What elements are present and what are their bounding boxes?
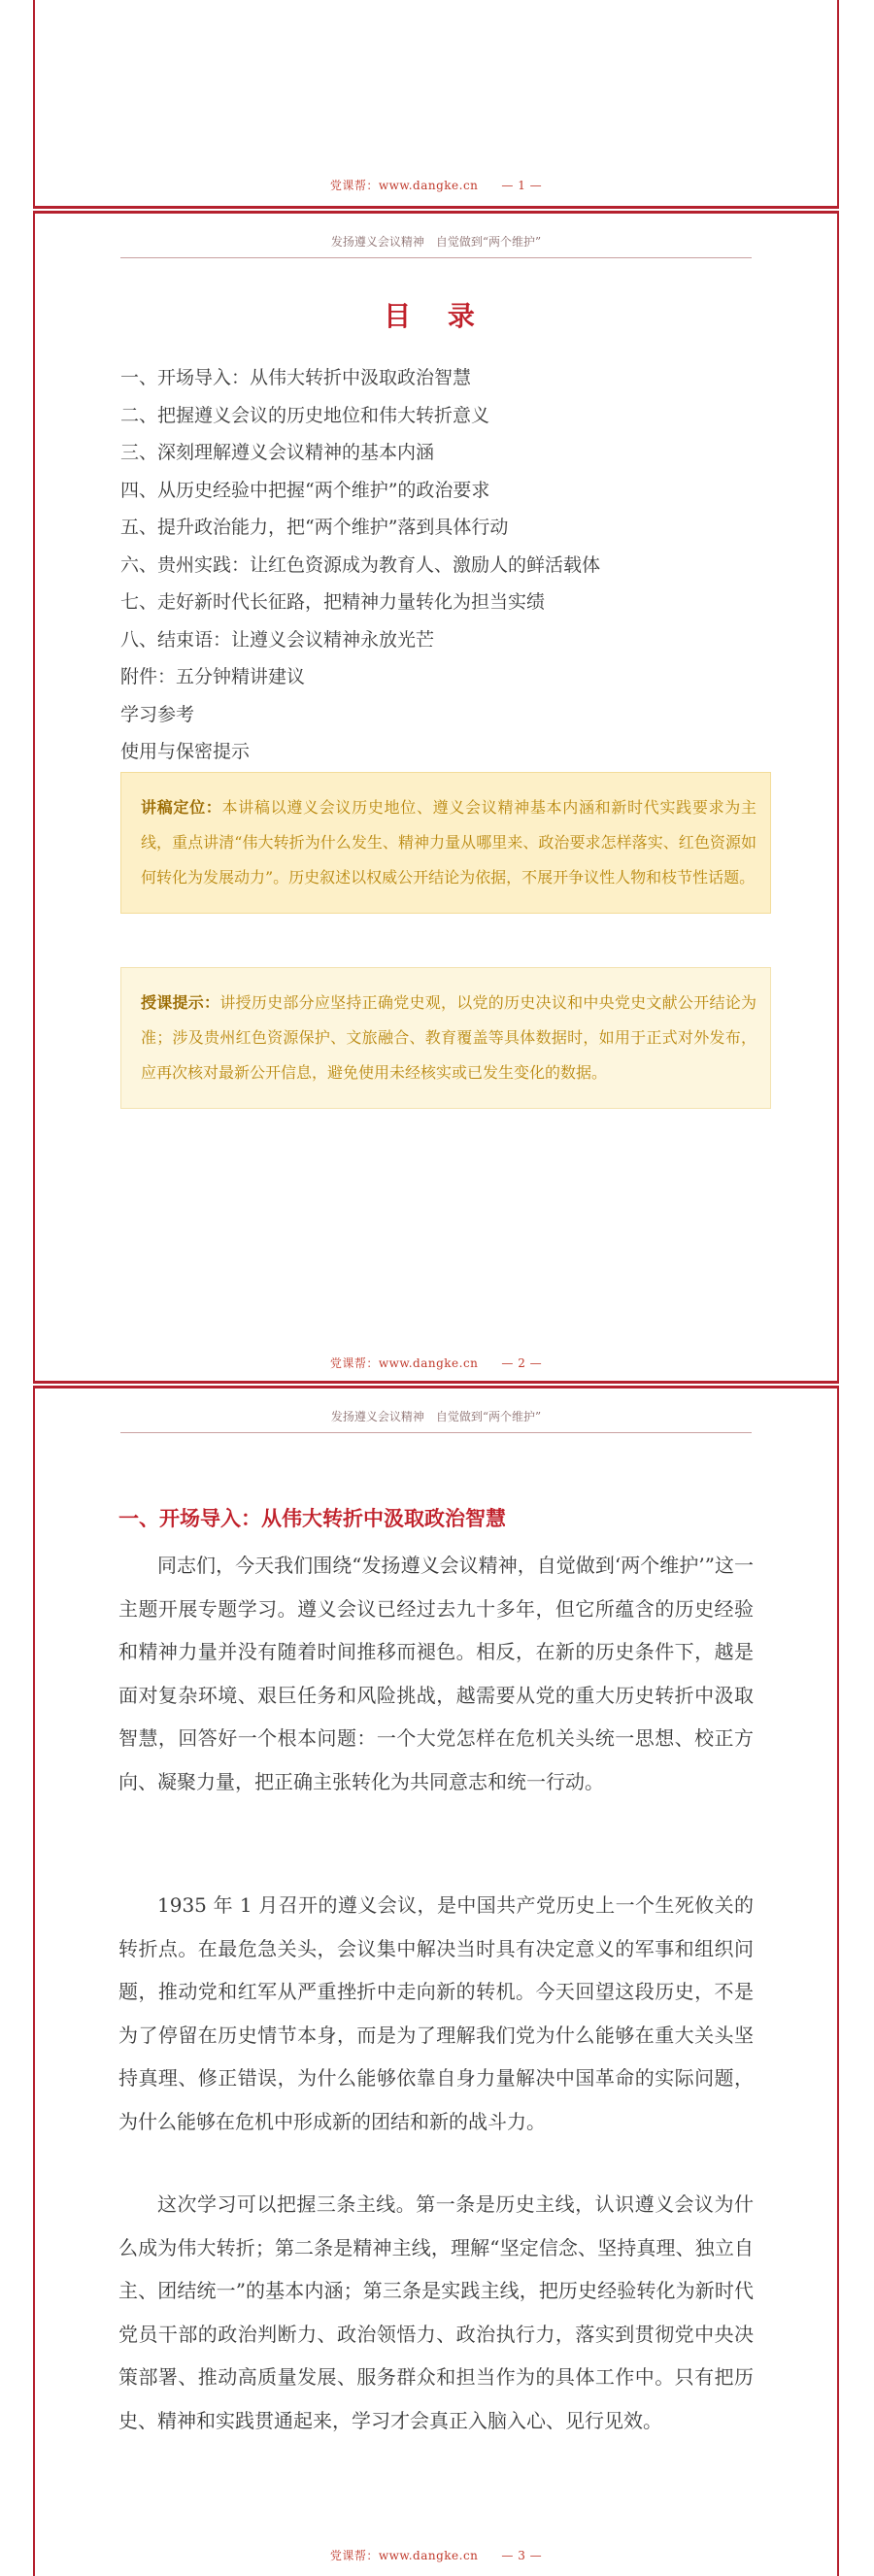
note-text: 本讲稿以遵义会议历史地位、遵义会议精神基本内涵和新时代实践要求为主线，重点讲清“伟大转折为什么发生、精神力量从哪里来、政治要求怎样落实、红色资源如何转化为发展动力”。历史叙述以权威公开结论为依据，不展开争议性人物和枝节性话题。 [141, 798, 756, 887]
body-paragraph: 这次学习可以把握三条主线。第一条是历史主线，认识遵义会议为什么成为伟大转折；第二条是精神主线，理解“坚定信念、坚持真理、独立自主、团结统一”的基本内涵；第三条是实践主线，把历史经验转化为新时代党员干部的政治判断力、政治领悟力、政治执行力，落实到贯彻党中央决策部署、推动高质量发展、服务群众和担当作为的具体工作中。只有把历史、精神和实践贯通起来，学习才会真正入脑入心、见行见效。 [118, 2192, 754, 2432]
toc-item[interactable]: 三、深刻理解遵义会议精神的基本内涵 [120, 442, 435, 463]
page-number: — 1 — [501, 179, 543, 192]
toc-item[interactable]: 使用与保密提示 [120, 741, 251, 762]
page-footer [35, 1355, 837, 1371]
teaching-tips-note [120, 967, 771, 1109]
page-number: — 2 — [501, 1356, 543, 1370]
footer-site: 党课帮：www.dangke.cn [329, 1356, 479, 1370]
toc-item[interactable]: 七、走好新时代长征路，把精神力量转化为担当实绩 [120, 591, 546, 613]
document-page-2 [33, 211, 839, 1384]
toc-item[interactable]: 学习参考 [120, 703, 195, 725]
document-page-3 [33, 1386, 839, 2576]
section-title: 一、开场导入：从伟大转折中汲取政治智慧 [118, 1507, 506, 1530]
lecture-positioning-note [120, 772, 771, 914]
toc-item[interactable]: 五、提升政治能力，把“两个维护”落到具体行动 [120, 517, 509, 538]
page-footer [35, 177, 837, 193]
footer-site: 党课帮：www.dangke.cn [329, 179, 479, 192]
toc-list [120, 359, 752, 771]
toc-item[interactable]: 二、把握遵义会议的历史地位和伟大转折意义 [120, 404, 490, 426]
running-header: 发扬遵义会议精神 自觉做到“两个维护” [120, 233, 752, 258]
toc-title: 目 录 [384, 300, 488, 332]
page-number: — 3 — [501, 2549, 543, 2562]
toc-item[interactable]: 附件：五分钟精讲建议 [120, 666, 306, 687]
page-footer [35, 2547, 837, 2563]
running-header: 发扬遵义会议精神 自觉做到“两个维护” [120, 1408, 752, 1433]
toc-item[interactable]: 八、结束语：让遵义会议精神永放光芒 [120, 628, 435, 651]
note-text: 讲授历史部分应坚持正确党史观，以党的历史决议和中央党史文献公开结论为准；涉及贵州红色资源保护、文旅融合、教育覆盖等具体数据时，如用于正式对外发布，应再次核对最新公开信息，避免使用未经核实或已发生变化的数据。 [141, 993, 756, 1082]
document-page-1 [33, 0, 839, 209]
toc-item[interactable]: 四、从历史经验中把握“两个维护”的政治要求 [120, 479, 490, 501]
note-label: 授课提示： [141, 993, 220, 1012]
toc-item[interactable]: 六、贵州实践：让红色资源成为教育人、激励人的鲜活载体 [120, 553, 601, 576]
body-paragraph: 1935 年 1 月召开的遵义会议，是中国共产党历史上一个生死攸关的转折点。在最危急关头，会议集中解决当时具有决定意义的军事和组织问题，推动党和红军从严重挫折中走向新的转机。今天回望这段历史，不是为了停留在历史情节本身，而是为了理解我们党为什么能够在重大关头坚持真理、修正错误，为什么能够依靠自身力量解决中国革命的实际问题，为什么能够在危机中形成新的团结和新的战斗力。 [118, 1893, 754, 2133]
toc-item[interactable]: 一、开场导入：从伟大转折中汲取政治智慧 [120, 367, 472, 388]
body-paragraph: 同志们，今天我们围绕“发扬遵义会议精神，自觉做到‘两个维护’”这一主题开展专题学习。遵义会议已经过去九十多年，但它所蕴含的历史经验和精神力量并没有随着时间推移而褪色。相反，在新的历史条件下，越是面对复杂环境、艰巨任务和风险挑战，越需要从党的重大历史转折中汲取智慧，回答好一个根本问题：一个大党怎样在危机关头统一思想、校正方向、凝聚力量，把正确主张转化为共同意志和统一行动。 [118, 1554, 754, 1793]
note-label: 讲稿定位： [141, 798, 222, 817]
footer-site: 党课帮：www.dangke.cn [329, 2549, 479, 2562]
